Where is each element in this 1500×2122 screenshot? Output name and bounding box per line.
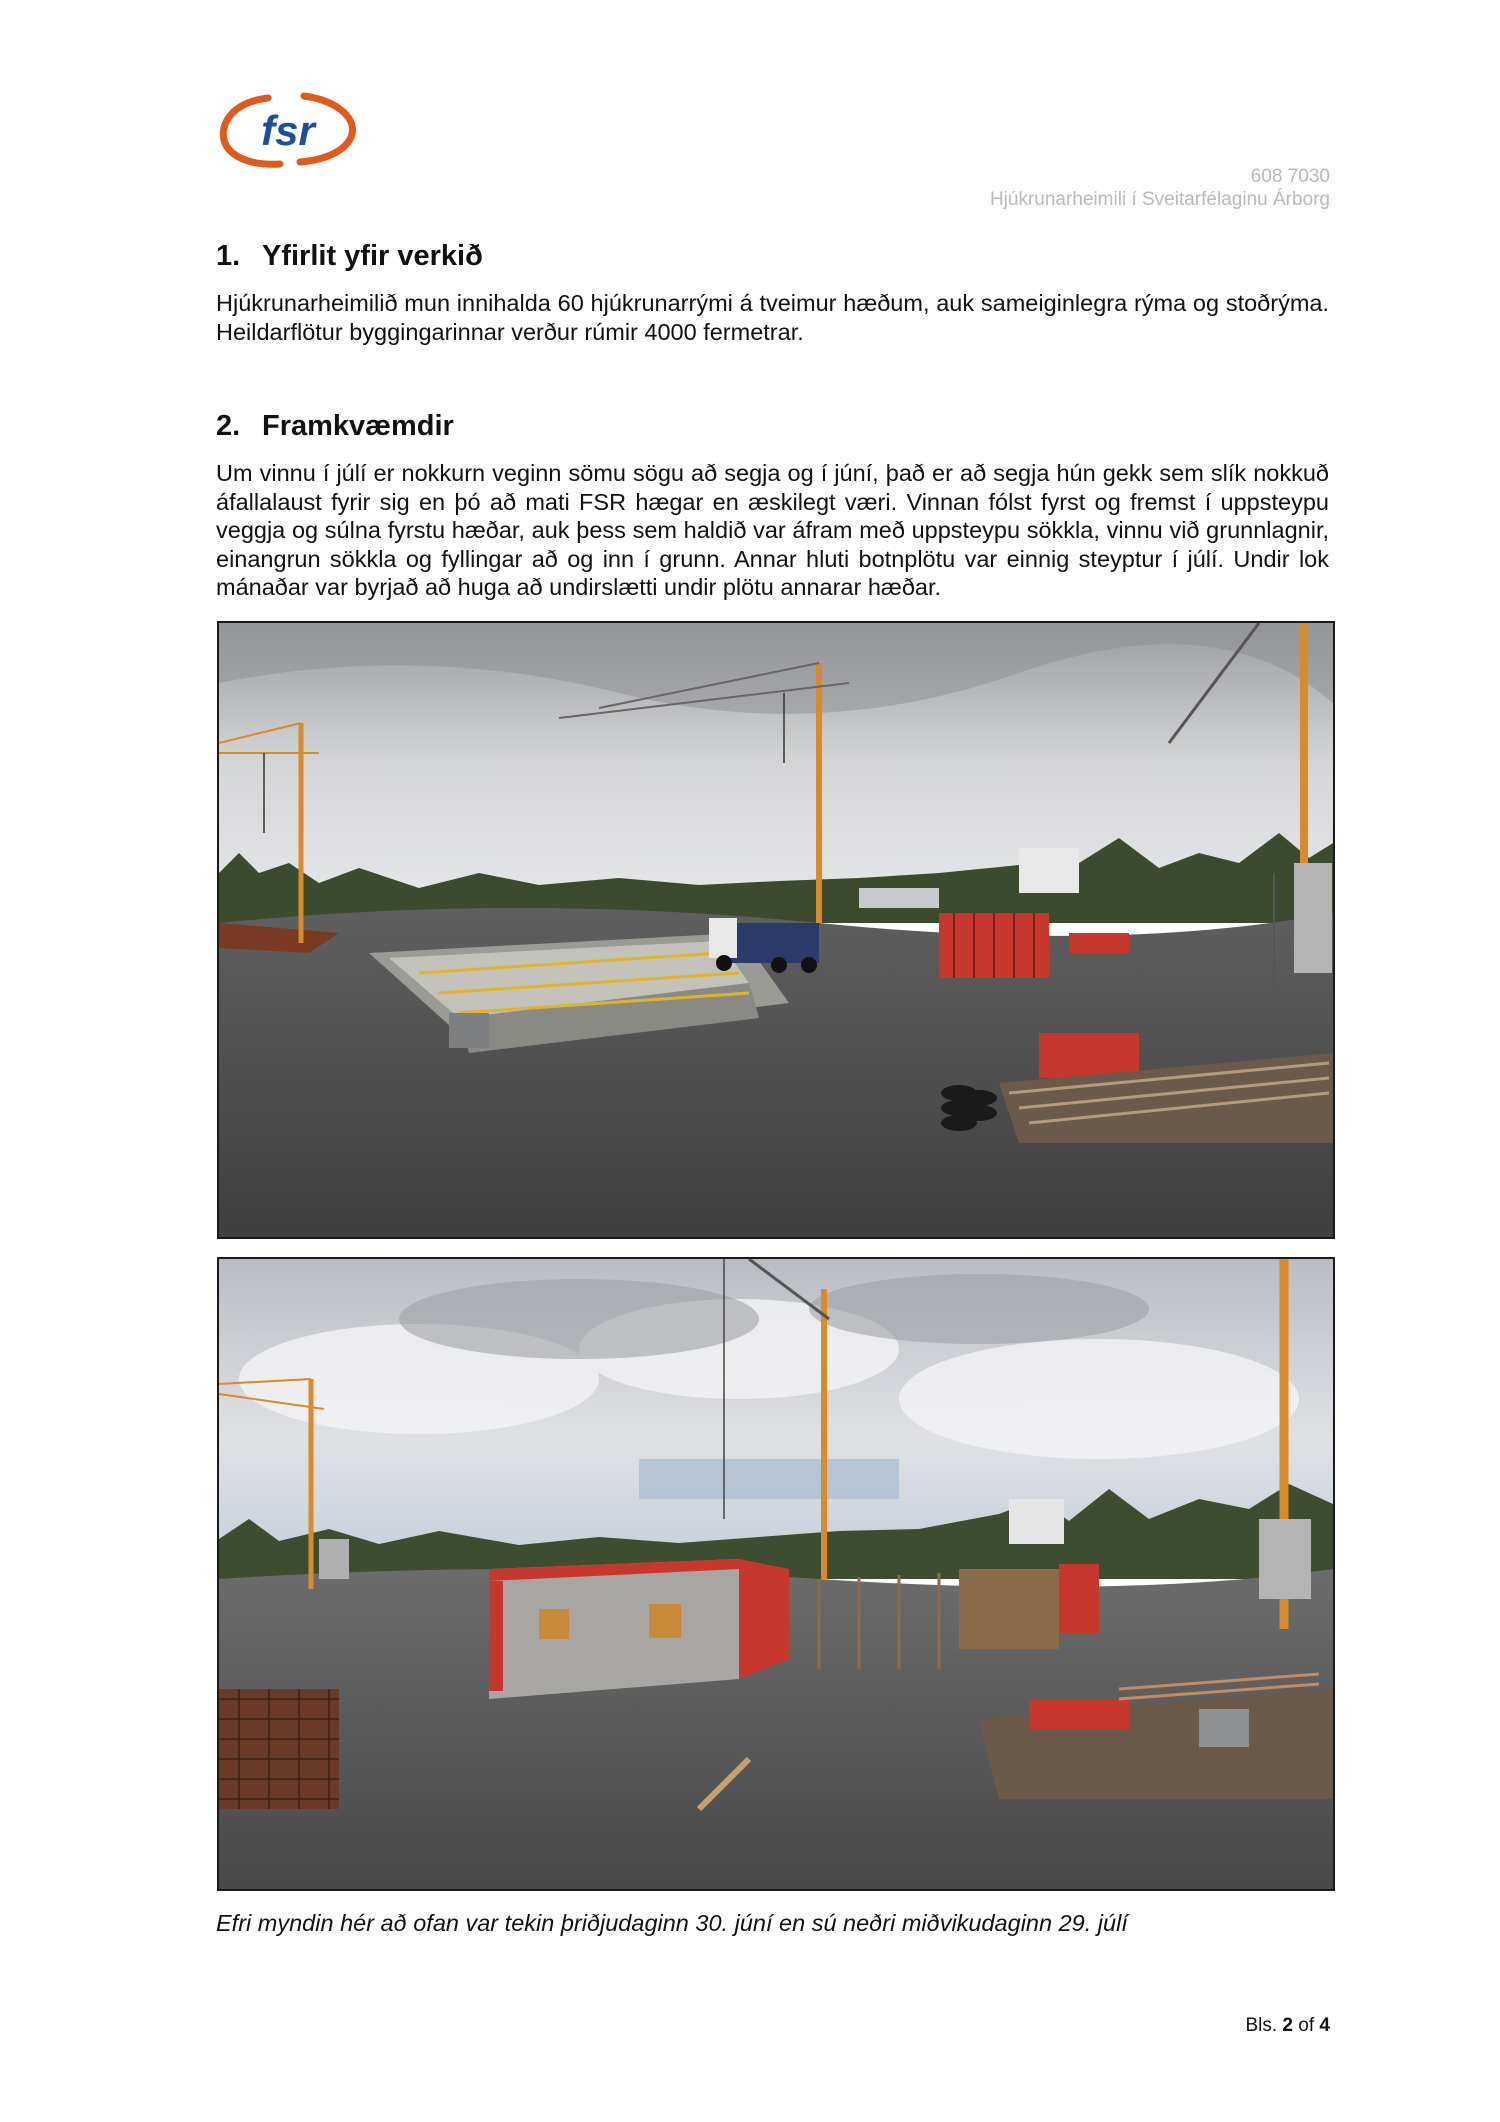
section-2-body: Um vinnu í júlí er nokkurn veginn sömu sögu að segja og í júní, það er að segja hún gekk sem slík nokkuð áfallalaust fyrir sig en þó að mati FSR hægar en æskilegt væri. Vinnan fólst fyrst og fremst í uppsteypu veggja og súlna fyrstu hæðar, auk þess sem haldið var áfram með uppsteypu sökkla, vinnu við grunnlagnir, einangrun sökkla og fyllingar að og inn í grunn. Annar hluti botnplötu var einnig steyptur í júlí. Undir lok mánaðar var byrjað að huga að undirslætti undir plötu annarar hæðar. [216,460,1329,600]
construction-photo-june [217,621,1335,1239]
header-project: Hjúkrunarheimili í Sveitarfélaginu Árborg [989,189,1330,210]
page-number-of: of [1298,2015,1315,2036]
page-number-prefix: Bls. [1245,2015,1278,2036]
section-2-number: 2. [216,410,241,442]
page-number-current: 2 [1282,2015,1293,2036]
page-number [1245,2015,1330,2037]
section-2-title: Framkvæmdir [262,410,454,442]
construction-photo-july [217,1257,1335,1891]
section-2-heading [216,410,454,443]
page-number-total: 4 [1319,2015,1330,2036]
section-1-body: Hjúkrunarheimilið mun innihalda 60 hjúkrunarrými á tveimur hæðum, auk sameiginlegra rýma og stoðrýma. Heildarflötur byggingarinnar verður rúmir 4000 fermetrar. [216,290,1329,345]
section-1-number: 1. [216,240,241,272]
header-phone: 608 7030 [1250,166,1330,187]
section-1-title: Yfirlit yfir verkið [262,240,483,272]
header-info [990,165,1330,211]
section-1-heading [216,240,483,273]
photo-caption: Efri myndin hér að ofan var tekin þriðjudaginn 30. júní en sú neðri miðvikudaginn 29. júlí [216,1910,1128,1936]
logo-text: fsr [261,107,315,154]
fsr-logo [216,90,360,170]
